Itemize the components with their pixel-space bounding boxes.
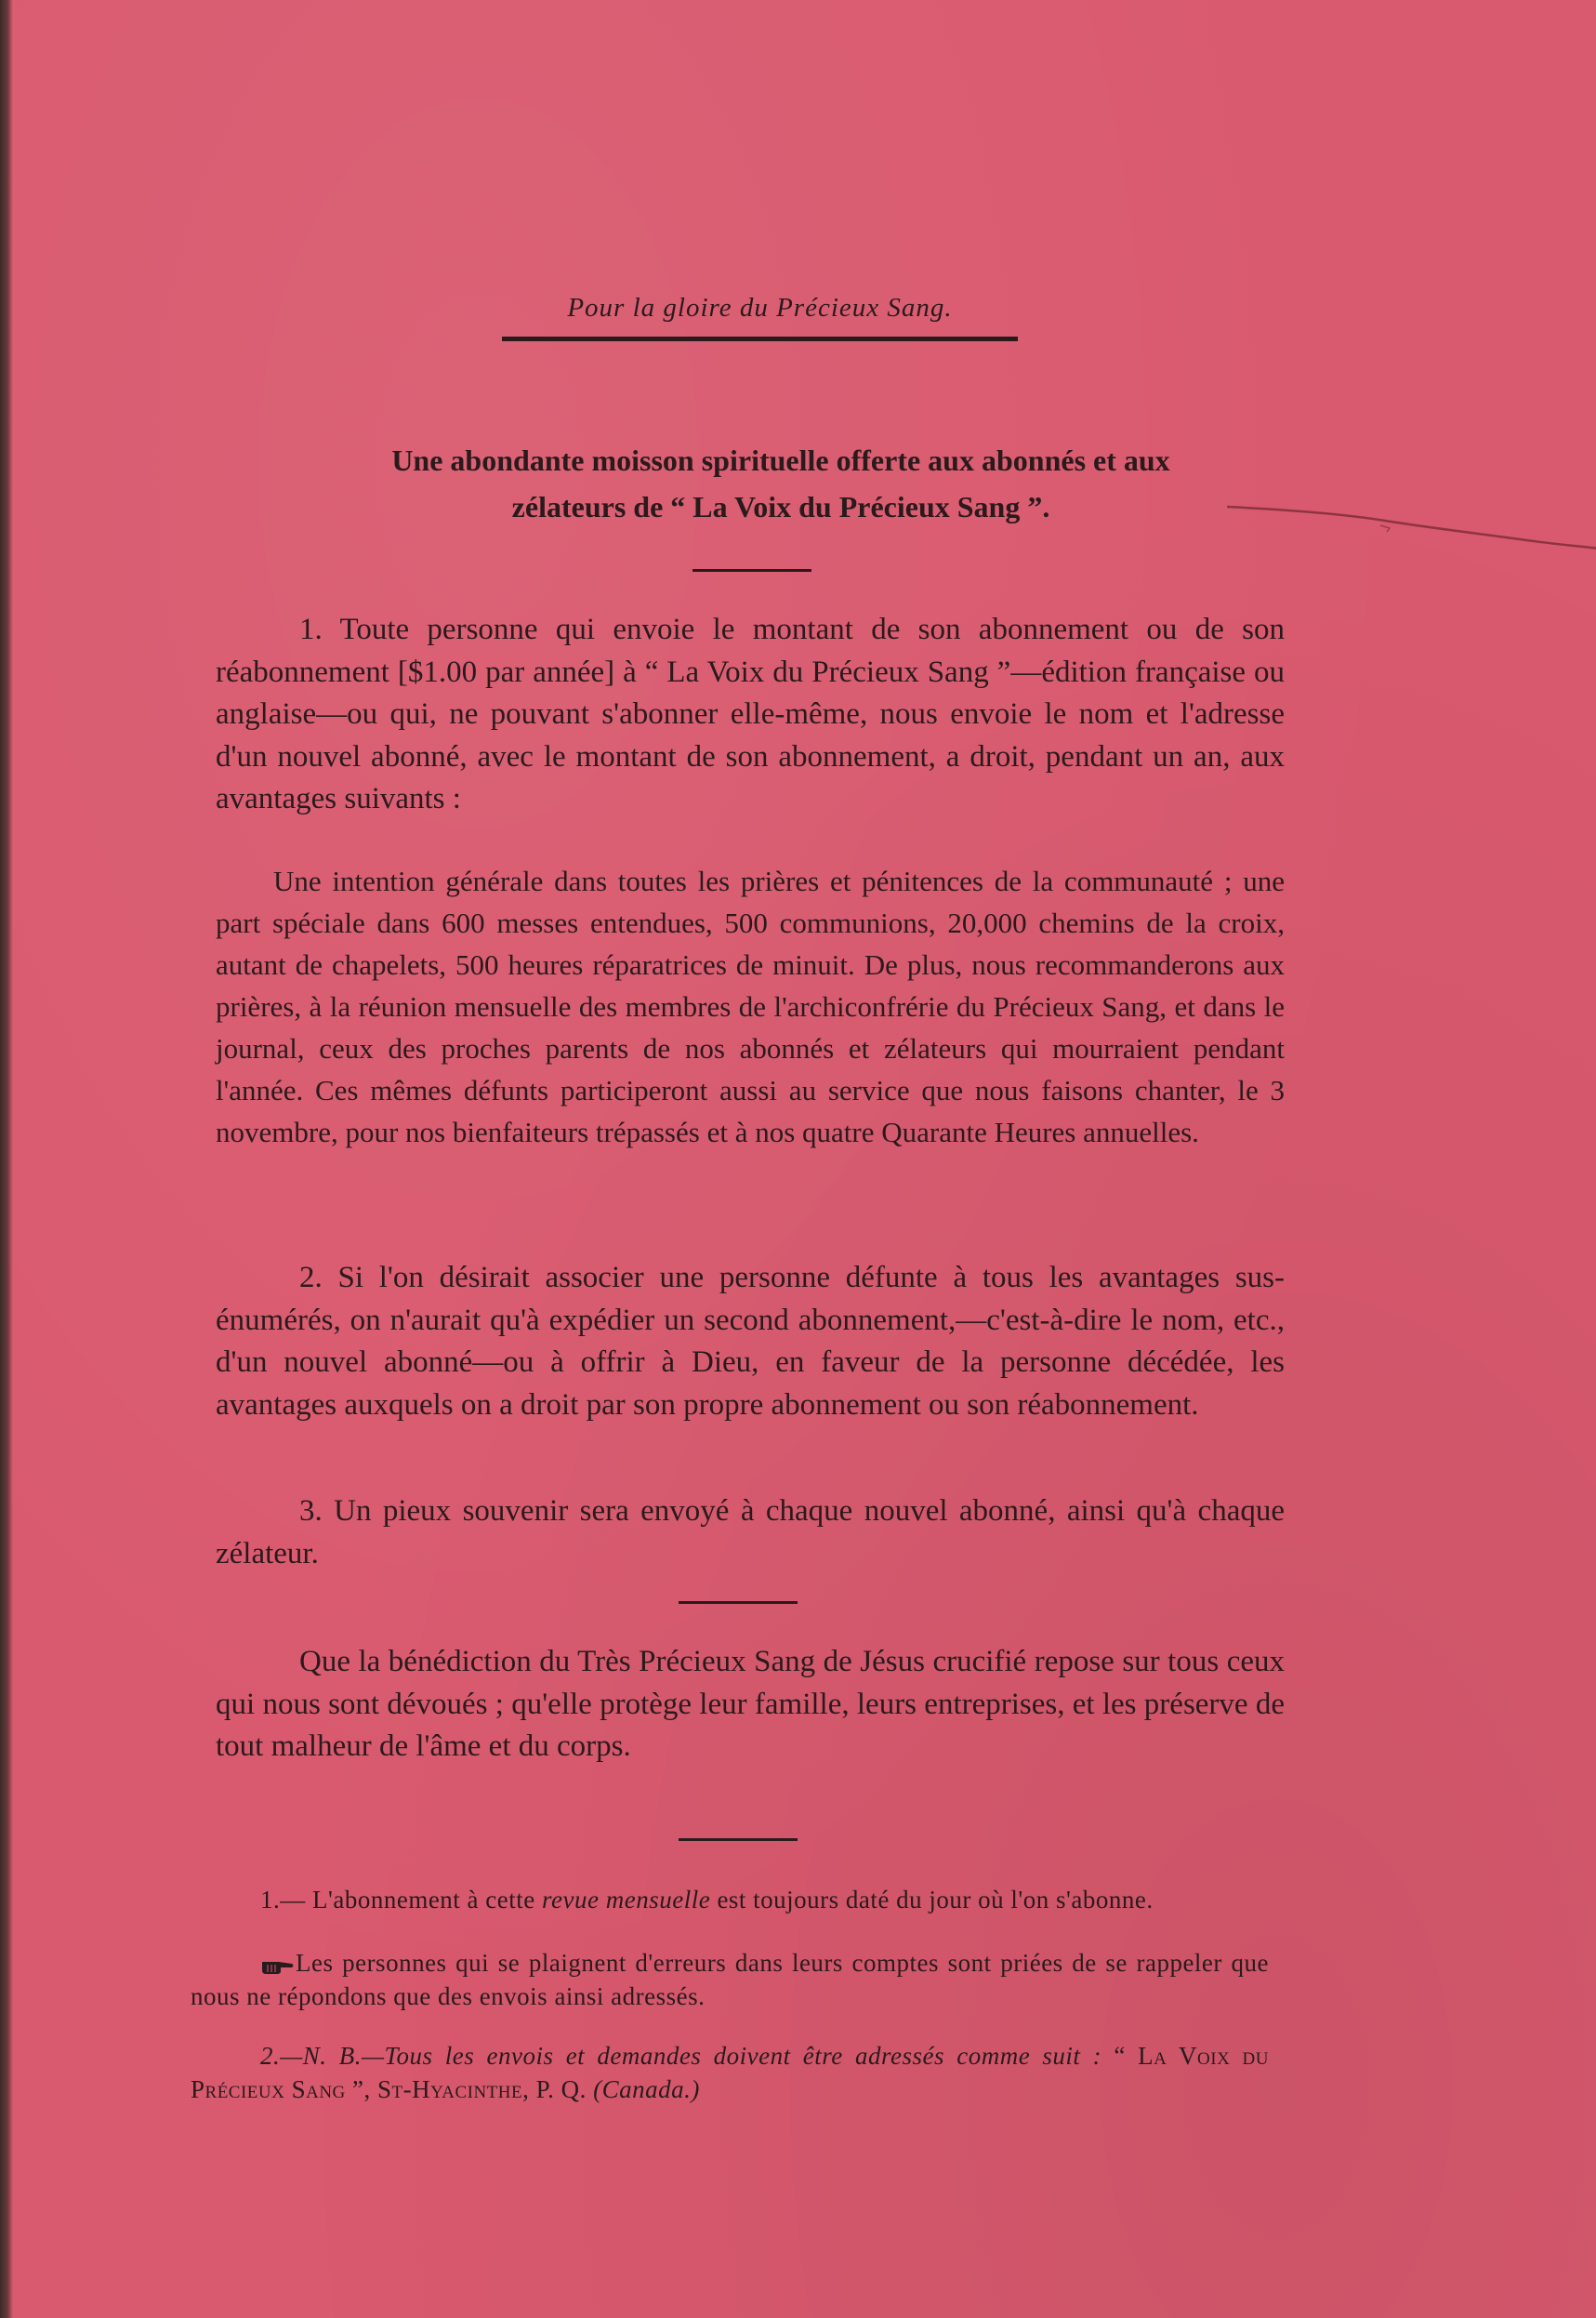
- paragraph-3-text: 3. Un pieux souvenir sera envoyé à chaque nouvel abonné, ainsi qu'à chaque zélateur.: [216, 1494, 1285, 1570]
- footnote-2: 2.—N. B.—Tous les envois et demandes doivent être adressés comme suit : “ La Voix du Précieux Sang ”, St-Hyacinthe, P. Q. (Canada.): [191, 2042, 1269, 2103]
- paragraph-1-text: 1. Toute personne qui envoie le montant de son abonnement ou de son réabonnement [$1.00 par année] à “ La Voix du Précieux Sang ”—édition française ou anglaise—ou qui, ne pouvant s'abonner elle-même, nous envoie le nom et l'adresse d'un nouvel abonné, avec le montant de son abonnement, a droit, pendant un an, aux avantages suivants :: [216, 613, 1285, 815]
- pointing-hand-icon: [260, 1955, 296, 1976]
- blessing-paragraph: [216, 1641, 1285, 1768]
- title-line-1: Une abondante moisson spirituelle offerte aux abonnés et aux: [391, 444, 1170, 477]
- paragraph-1: [216, 609, 1285, 821]
- paragraph-3: [216, 1490, 1285, 1575]
- separator-rule-2: [679, 1601, 798, 1604]
- paragraph-2: [216, 1257, 1285, 1426]
- running-header: [502, 293, 1018, 341]
- title-line-2: zélateurs de “ La Voix du Précieux Sang ”.: [511, 490, 1050, 523]
- separator-rule-3: [679, 1838, 798, 1841]
- paragraph-2-text: 2. Si l'on désirait associer une personne défunte à tous les avantages sus-énumérés, on n'aurait qu'à expédier un second abonnement,—c'est-à-dire le nom, etc., d'un nouvel abonné—ou à offrir à Dieu, en faveur de la personne décédée, les avantages auxquels on a droit par son propre abonnement ou son réabonnement.: [216, 1261, 1285, 1422]
- page-edge-shadow: [0, 0, 13, 2318]
- header-rule: [502, 337, 1018, 341]
- blessing-text: Que la bénédiction du Très Précieux Sang de Jésus crucifié repose sur tous ceux qui nous sont dévoués ; qu'elle protège leur famille, leurs entreprises, et les préserve de tout malheur de l'âme et du corps.: [216, 1645, 1285, 1763]
- header-text: Pour la gloire du Précieux Sang.: [567, 293, 953, 323]
- separator-rule-1: [692, 569, 811, 572]
- footnotes: [191, 1883, 1269, 2106]
- footnote-hand: Les personnes qui se plaignent d'erreurs dans leurs comptes sont priées de se rappeler que nous ne répondons que des envois ainsi adressés.: [191, 1949, 1269, 2010]
- paragraph-1-benefits: Une intention générale dans toutes les prières et pénitences de la communauté ; une part spéciale dans 600 messes entendues, 500 communions, 20,000 chemins de la croix, autant de chapelets, 500 heures réparatrices de minuit. De plus, nous recommanderons aux prières, à la réunion mensuelle des membres de l'archiconfrérie du Précieux Sang, et dans le journal, ceux des proches parents de nos abonnés et zélateurs qui mourraient pendant l'année. Ces mêmes défunts participeront aussi au service que nous faisons chanter, le 3 novembre, pour nos bienfaiteurs trépassés et à nos quatre Quarante Heures annuelles.: [216, 865, 1285, 1148]
- page-title: [246, 437, 1315, 530]
- footnote-1: 1.— L'abonnement à cette revue mensuelle est toujours daté du jour où l'on s'abonne.: [260, 1886, 1154, 1914]
